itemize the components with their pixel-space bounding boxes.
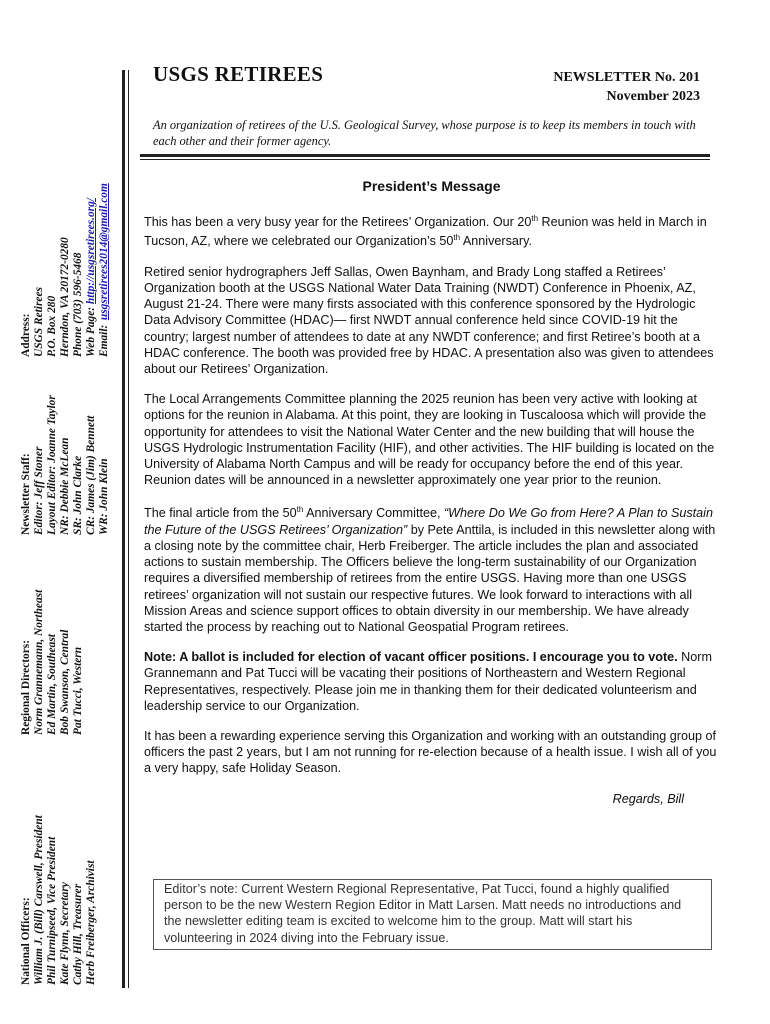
masthead-rule-thin: [140, 159, 710, 160]
masthead-rule-thick: [140, 154, 710, 157]
officer-line: Cathy Hill, Treasurer: [72, 883, 84, 985]
p1-text-b: Reunion was held in March in Tucson, AZ, where we celebrated our Organization’s 50: [144, 215, 707, 249]
web-page-label: Web Page:: [85, 306, 97, 357]
address-line: USGS Retirees: [33, 287, 45, 357]
tagline: An organization of retirees of the U.S. Geological Survey, whose purpose is to keep its members in touch with each other and their former agency.: [153, 118, 696, 148]
director-line: Ed Martin, Southeast: [46, 634, 58, 735]
paragraph-3: The Local Arrangements Committee planning the 2025 reunion has been very active with looking at options for the reunion in Alabama. At this point, they are looking in Tuscaloosa which will provide the opportunity for attendees to visit the National Water Center and the new building that will house the USGS Hydrologic Instrumentation Facility (HIF), and other activities. The HIF building is located on the University of Alabama North Campus and will be ready for occupancy before the end of this year. Reunion dates will be announced in a newsletter approximately one year prior to the reunion.: [144, 392, 715, 488]
web-page-row: [85, 125, 98, 357]
directors-heading: Regional Directors:: [20, 639, 32, 735]
staff-heading: Newsletter Staff:: [20, 453, 32, 535]
national-officers-block: [20, 735, 98, 985]
paragraph-2: Retired senior hydrographers Jeff Sallas, Owen Baynham, and Brady Long staffed a Retirees’ Organization booth at the USGS National Water Data Training (NWDT) Conference in Phoenix, AZ, August 21-24. There were many firsts associated with this conference sponsored by the Hydrologic Data Advisory Committee (HDAC)— first NWDT annual conference held since COVID-19 hit the country; largest number of attendees to date at any NWDT conference; and first Retiree’s booth at a HDAC conference. The booth was provided free by HDAC. A presentation also was given to attendees about our Retirees’ Organization.: [144, 264, 714, 376]
address-block: [20, 125, 111, 357]
p1-sup-2: th: [453, 233, 461, 243]
p4-text-a: The final article from the 50: [144, 506, 297, 521]
sidebar-divider-thin: [128, 70, 129, 988]
p4-text-b: Anniversary Committee,: [303, 506, 444, 521]
sidebar-divider-thick: [122, 70, 125, 988]
issue-number: NEWSLETTER No. 201: [553, 70, 700, 85]
paragraph-4: [144, 502, 719, 635]
address-line: P.O. Box 280: [46, 295, 58, 357]
staff-line: CR: James (Jim) Bennett: [85, 415, 97, 535]
officer-line: Phil Turnipseed, Vice President: [46, 836, 58, 985]
p1-sup: th: [531, 214, 539, 223]
issue-info: [553, 68, 700, 106]
newsletter-staff-block: [20, 357, 111, 535]
director-line: Pat Tucci, Western: [72, 646, 84, 735]
paragraph-6: It has been a rewarding experience serving this Organization and working with an outstanding group of officers the past 2 years, but I am not running for re-election because of a health issue. I wish all of you a very happy, safe Holiday Season.: [144, 729, 717, 776]
paragraph-1: [144, 211, 719, 250]
newsletter-title: USGS RETIREES: [153, 62, 324, 86]
ballot-note: Note: A ballot is included for election of vacant officer positions. I encourage you to vote.: [144, 650, 678, 665]
officer-line: Herb Freiberger, Archivist: [85, 860, 97, 985]
presidents-message: [144, 178, 719, 821]
paragraph-5: [144, 649, 719, 714]
email-link[interactable]: usgsretirees2014@gmail.com: [98, 183, 110, 321]
signoff: Regards, Bill: [612, 791, 684, 806]
address-line: Phone (703) 596-5468: [72, 252, 84, 357]
officer-line: Kate Flynn, Secretary: [59, 882, 71, 985]
staff-line: WR: John Klein: [98, 458, 110, 535]
officers-heading: National Officers:: [20, 897, 32, 985]
staff-line: SR: John Clarke: [72, 455, 84, 535]
staff-line: Editor: Jeff Stoner: [33, 446, 45, 535]
email-row: [98, 125, 111, 357]
director-line: Bob Swanson, Central: [59, 629, 71, 735]
sidebar-panel: [20, 125, 124, 985]
p1-text-c: Anniversary.: [460, 234, 532, 249]
address-line: Herndon, VA 20172-0280: [59, 237, 71, 357]
officer-line: William J. (Bill) Carswell, President: [33, 815, 45, 985]
article-heading: President’s Message: [362, 178, 501, 194]
director-line: Norm Grannemann, Northeast: [33, 589, 45, 735]
p1-text-a: This has been a very busy year for the Retirees’ Organization. Our 20: [144, 215, 532, 230]
editor-note-box: Editor’s note: Current Western Regional Representative, Pat Tucci, found a highly qualified person to be the new Western Region Editor in Matt Larsen. Matt needs no introductions and the newsletter editing team is excited to welcome him to the group. Matt will start his volunteering in 2024 diving into the February issue.: [153, 879, 712, 950]
staff-line: NR: Debbie McLean: [59, 437, 71, 535]
staff-line: Layout Editor: Joanne Taylor: [46, 395, 58, 535]
p4-article-title: “Where Do We Go from Here? A Plan to Sustain the Future of the USGS Retirees’ Organization”: [144, 506, 713, 537]
p5-text: Norm Grannemann and Pat Tucci will be vacating their positions of Northeastern and Western Regional Representatives, respectively. Please join me in thanking them for their dedicated volunteerism and leadership service to our Organization.: [144, 650, 712, 713]
email-label: Email:: [98, 324, 110, 357]
p4-text-c: by Pete Anttila, is included in this newsletter along with a closing note by the committee chair, Herb Freiberger. The article includes the plan and associated actions to sustain membership. The Officers believe the long-term sustainability of our Organization requires a diversified membership of retirees from the entire USGS. Having more than one USGS retirees’ organization will not sustain our respective futures. We look forward to interactions with all Mission Areas and science support offices to obtain diversity in our membership. We have already started the process by reaching out to National Geospatial Program retirees.: [144, 522, 716, 635]
p4-sup: th: [296, 505, 304, 515]
issue-date: November 2023: [606, 89, 700, 104]
regional-directors-block: [20, 535, 85, 735]
address-heading: Address:: [20, 313, 32, 357]
web-page-link[interactable]: http://usgsretirees.org/: [85, 198, 97, 305]
